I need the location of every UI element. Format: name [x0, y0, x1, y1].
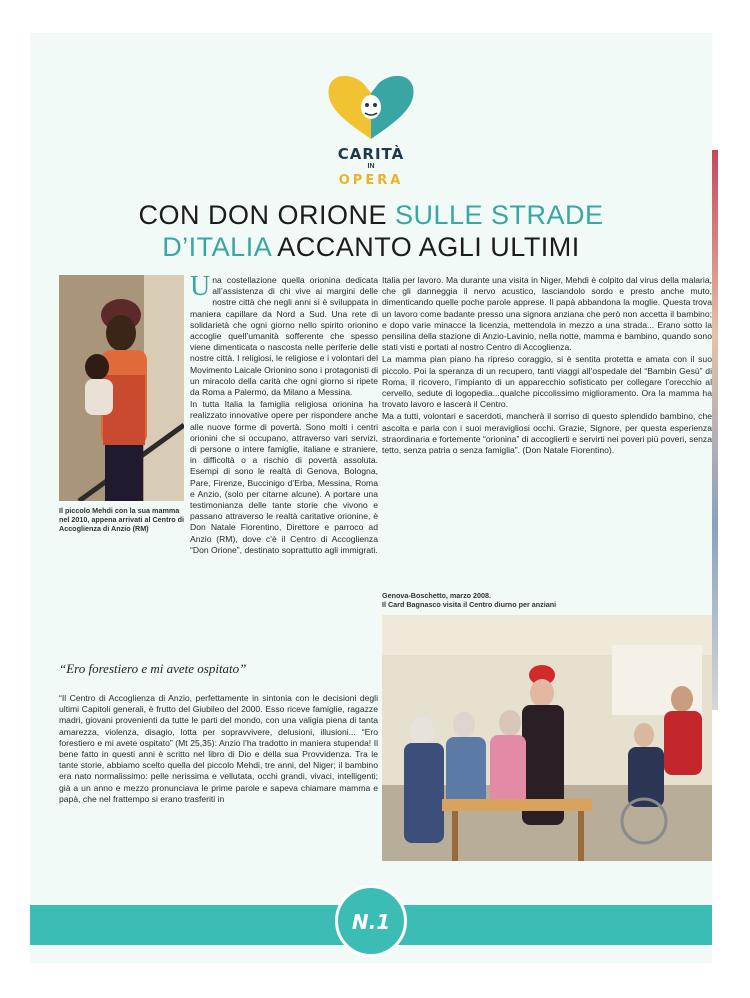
title-line1-part-b: SULLE STRADE	[394, 200, 604, 230]
adjacent-page-edge	[712, 150, 718, 710]
issue-number-badge	[335, 885, 407, 957]
photo2-caption-line2: Il Card Bagnasco visita il Centro diurno per anziani	[382, 600, 557, 609]
logo-word-opera: OPERA	[338, 173, 404, 188]
article-paragraph-6: Ma a tutti, volontari e sacerdoti, mancherà il sorriso di questo splendido bambino, che ascolta e parla con i suoi meravigliosi occhi. Grazie, Signore, per questa esperienza straordinaria e fortemente “orionina” di accoglierti e servirti nei poveri più poveri, senza tetto, senza patria o senza famiglia”. (Don Natale Fiorentino).	[382, 411, 712, 456]
title-line1-part-a: CON DON ORIONE	[138, 200, 395, 230]
issue-number-label: N.1	[351, 910, 391, 934]
logo-word-carita: CARITÀ	[337, 145, 405, 163]
carita-in-opera-logo	[315, 69, 427, 188]
photo-mother-and-child	[59, 275, 184, 501]
photo2-caption-line1: Genova-Boschetto, marzo 2008.	[382, 591, 492, 600]
article-paragraph-5: La mamma pian piano ha ripreso coraggio, si è sentita protetta e amata con il suo piccolo. Poi la speranza di un recupero, tanti viaggi all’ospedale del “Bambin Gesù” di Roma, il ricovero, l’impianto di un apparecchio sofisticato per collegare l’orecchio al cervello, sedute di logopedia...qualche piccolissimo miglioramento. Ora la mamma ha trovato lavoro e lascerà il Centro.	[382, 354, 712, 410]
title-line2-part-b: ACCANTO AGLI ULTIMI	[270, 232, 580, 262]
hands-heart-icon	[315, 69, 427, 145]
article-column-a	[190, 271, 378, 557]
photo1-caption: Il piccolo Mehdi con la sua mamma nel 2010, appena arrivati al Centro di Accoglienza di Anzio (RM)	[59, 506, 185, 533]
article-paragraph-3: “Il Centro di Accoglienza di Anzio, perfettamente in sintonia con le decisioni degli ultimi Capitoli generali, è frutto del Giubileo del 2000. Esso riceve famiglie, ragazze madri, giovani provenienti da tutte le parti del mondo, con una valigia piena di tanta amarezza, violenza, disagio, lotta per sopravvivere, delusioni, illusioni... “Ero forestiero e mi avete ospitato” (Mt 25,35): Anzio l’ha tradotto in maniera stupenda! Il bene fatto in questi anni è scritto nel libro di Dio e della sua Provvidenza. Tra le tante storie, abbiamo scelto quella del piccolo Mehdi, tre anni, del Niger; il bambino era nato normalissimo: pelle nerissima e vellutata, occhi grandi, vivaci, intelligenti; già a un anno e mezzo pronunciava le prime parole e sapeva chiamare mamma e papà, che nel frattempo si erano trasferiti in	[59, 693, 378, 804]
article-paragraph-4: Italia per lavoro. Ma durante una visita in Niger, Mehdi è colpito dal virus della malaria, che gli danneggia il nervo acustico, lasciandolo sordo e presto anche muto, dimenticando quelle poche parole apprese. Il papà abbandona la moglie. Questa trova un lavoro come badante presso una signora anziana che però non accetta il bambino; e dopo varie minacce la licenzia, mettendola in mezzo a una strada... Erano sotto la pensilina della stazione di Anzio-Lavinio, nella notte, mamma e bambino, quando sono stati visti e portati al nostro Centro di Accoglienza.	[382, 275, 712, 353]
logo-word-in: IN	[367, 163, 375, 170]
article-title	[30, 199, 712, 263]
article-paragraph-2: In tutta Italia la famiglia religiosa orionina ha realizzato innovative opere per rispondere anche alle nuove forme di povertà. Sono molti i centri orionini che si occupano, attraverso vari servizi, di persone o intere famiglie, italiane e straniere, in difficoltà o a rischio di povertà assoluta. Esempi di sono le realtà di Genova, Bologna, Pare, Firenze, Buccinigo d’Erba, Messina, Roma e Anzio, (solo per citarne alcune). A portare una testimonianza delle tante storie che vivono e passano attraverso le realtà caritative orionine, è Don Natale Fiorentino, Direttore e parroco ad Anzio (RM), dove c’è il Centro di Accoglienza “Don Orione”, destinato soprattutto agli immigrati.	[190, 399, 378, 555]
title-line2-part-a: D’ITALIA	[162, 232, 271, 262]
article-paragraph-1: na costellazione quella orionina dedicata all’assistenza di chi vive ai margini delle nostre città che negli anni si è sviluppata in maniera capillare da Nord a Sud. Una rete di solidarietà che ogni giorno nello spirito orionino accoglie quell’umanità sofferente che spesso viene dimenticata o nascosta nelle periferie delle nostre città. I religiosi, le religiose e i volontari del Movimento Laicale Orionino sono i protagonisti di un miracolo della carità che ogni giorno si ripete da Roma a Palermo, da Milano a Messina.	[190, 275, 378, 398]
photo-cardinal-visit	[382, 615, 712, 861]
photo2-caption	[382, 591, 712, 609]
article-column-c	[382, 275, 712, 457]
magazine-page	[30, 33, 712, 963]
article-subheading: “Ero forestiero e mi avete ospitato”	[59, 661, 247, 676]
article-column-b	[59, 693, 378, 806]
drop-cap: U	[190, 271, 211, 302]
